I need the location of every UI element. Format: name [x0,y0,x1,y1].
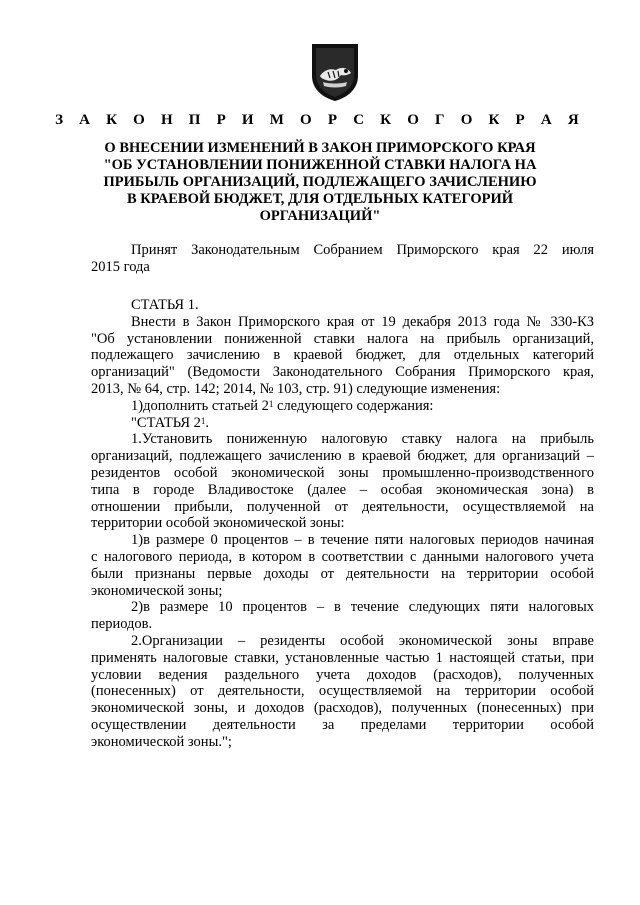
point-2-line: экономической зоны."; [91,733,232,750]
article-2-1-suffix: . [205,414,210,431]
point-1-line: 1.Установить пониженную налоговую ставку налога на прибыль [131,431,594,448]
adoption-line: 2015 года [91,258,150,275]
point-2-line: (понесенных) от деятельности, осуществляемой на территории особой [91,683,594,700]
adoption-note [91,242,594,276]
item-1-sup: 1 [268,398,274,409]
intro-line: подлежащего зачислению в краевой бюджет, для отдельных категорий [91,347,594,364]
item-1-text: 1)дополнить статьей 2 [131,397,269,414]
subtitle-line: ПРИБЫЛЬ ОРГАНИЗАЦИЙ, ПОДЛЕЖАЩЕГО ЗАЧИСЛЕНИЮ [103,174,537,190]
item-1-tail: следующего содержания: [273,397,434,414]
intro-line: Внести в Закон Приморского края от 19 декабря 2013 года № 330-КЗ [131,313,594,330]
point-2-line: условии ведения раздельного учета доходов (расходов), полученных [91,666,594,683]
adoption-line: Принят Законодательным Собранием Приморского края 22 июля [131,242,594,258]
point-2-line: осуществлении деятельности за пределами территории особой [91,716,594,733]
intro-line: организаций" (Ведомости Законодательного Собрания Приморского края, [91,364,594,381]
point-1-line: отношении прибыли, полученной от деятельности, осуществляемой на [91,498,594,515]
sub-1-line: экономической зоны; [91,582,223,599]
point-1-line: типа в городе Владивостоке (далее – особая экономическая зона) в [91,481,594,498]
article-heading: СТАТЬЯ 1. [131,297,199,313]
subtitle-line: В КРАЕВОЙ БЮДЖЕТ, ДЛЯ ОТДЕЛЬНЫХ КАТЕГОРИЙ [126,191,514,207]
subtitle-line: "ОБ УСТАНОВЛЕНИИ ПОНИЖЕННОЙ СТАВКИ НАЛОГА НА [103,157,537,173]
point-2-line: экономической зоны, и доходов (расходов), полученных (понесенных) при [91,700,594,717]
point-2-line: 2.Организации – резиденты особой экономической зоны вправе [131,632,594,649]
sub-1-line: были признаны первые доходы от деятельности на территории особой [91,565,594,582]
point-1-line: организаций, подлежащего зачислению в краевой бюджет, для организаций – [91,448,594,465]
sub-1-line: с налогового периода, в котором в соответствии с данными налогового учета [91,548,594,565]
subtitle-line: ОРГАНИЗАЦИЙ" [259,208,381,224]
law-title: З А К О Н П Р И М О Р С К О Г О К Р А Я [55,112,585,128]
sub-1-line: 1)в размере 0 процентов – в течение пяти налоговых периодов начиная [131,532,594,549]
intro-line: 2013, № 64, стр. 142; 2014, № 103, стр. 91) следующие изменения: [91,380,501,397]
item-1 [91,398,594,415]
point-1-line: резидентов особой экономической зоны промышленно-производственного [91,464,594,481]
point-2-line: применять налоговые ставки, установленные частью 1 настоящей статьи, при [91,649,594,666]
article-2-1-sup: 1 [200,415,206,426]
intro-line: "Об установлении пониженной ставки налога на прибыль организаций, [91,330,594,347]
subtitle-line: О ВНЕСЕНИИ ИЗМЕНЕНИЙ В ЗАКОН ПРИМОРСКОГО КРАЯ [104,140,536,156]
article-1 [91,297,594,751]
coat-of-arms-emblem [308,42,362,102]
article-2-1-heading [91,415,594,432]
point-1-line: территории особой экономической зоны: [91,515,345,532]
sub-2-line: 2)в размере 10 процентов – в течение следующих пяти налоговых [131,599,594,616]
article-2-1-prefix: "СТАТЬЯ 2 [131,414,201,431]
law-subtitle [90,140,550,225]
sub-2-line: периодов. [91,616,153,633]
